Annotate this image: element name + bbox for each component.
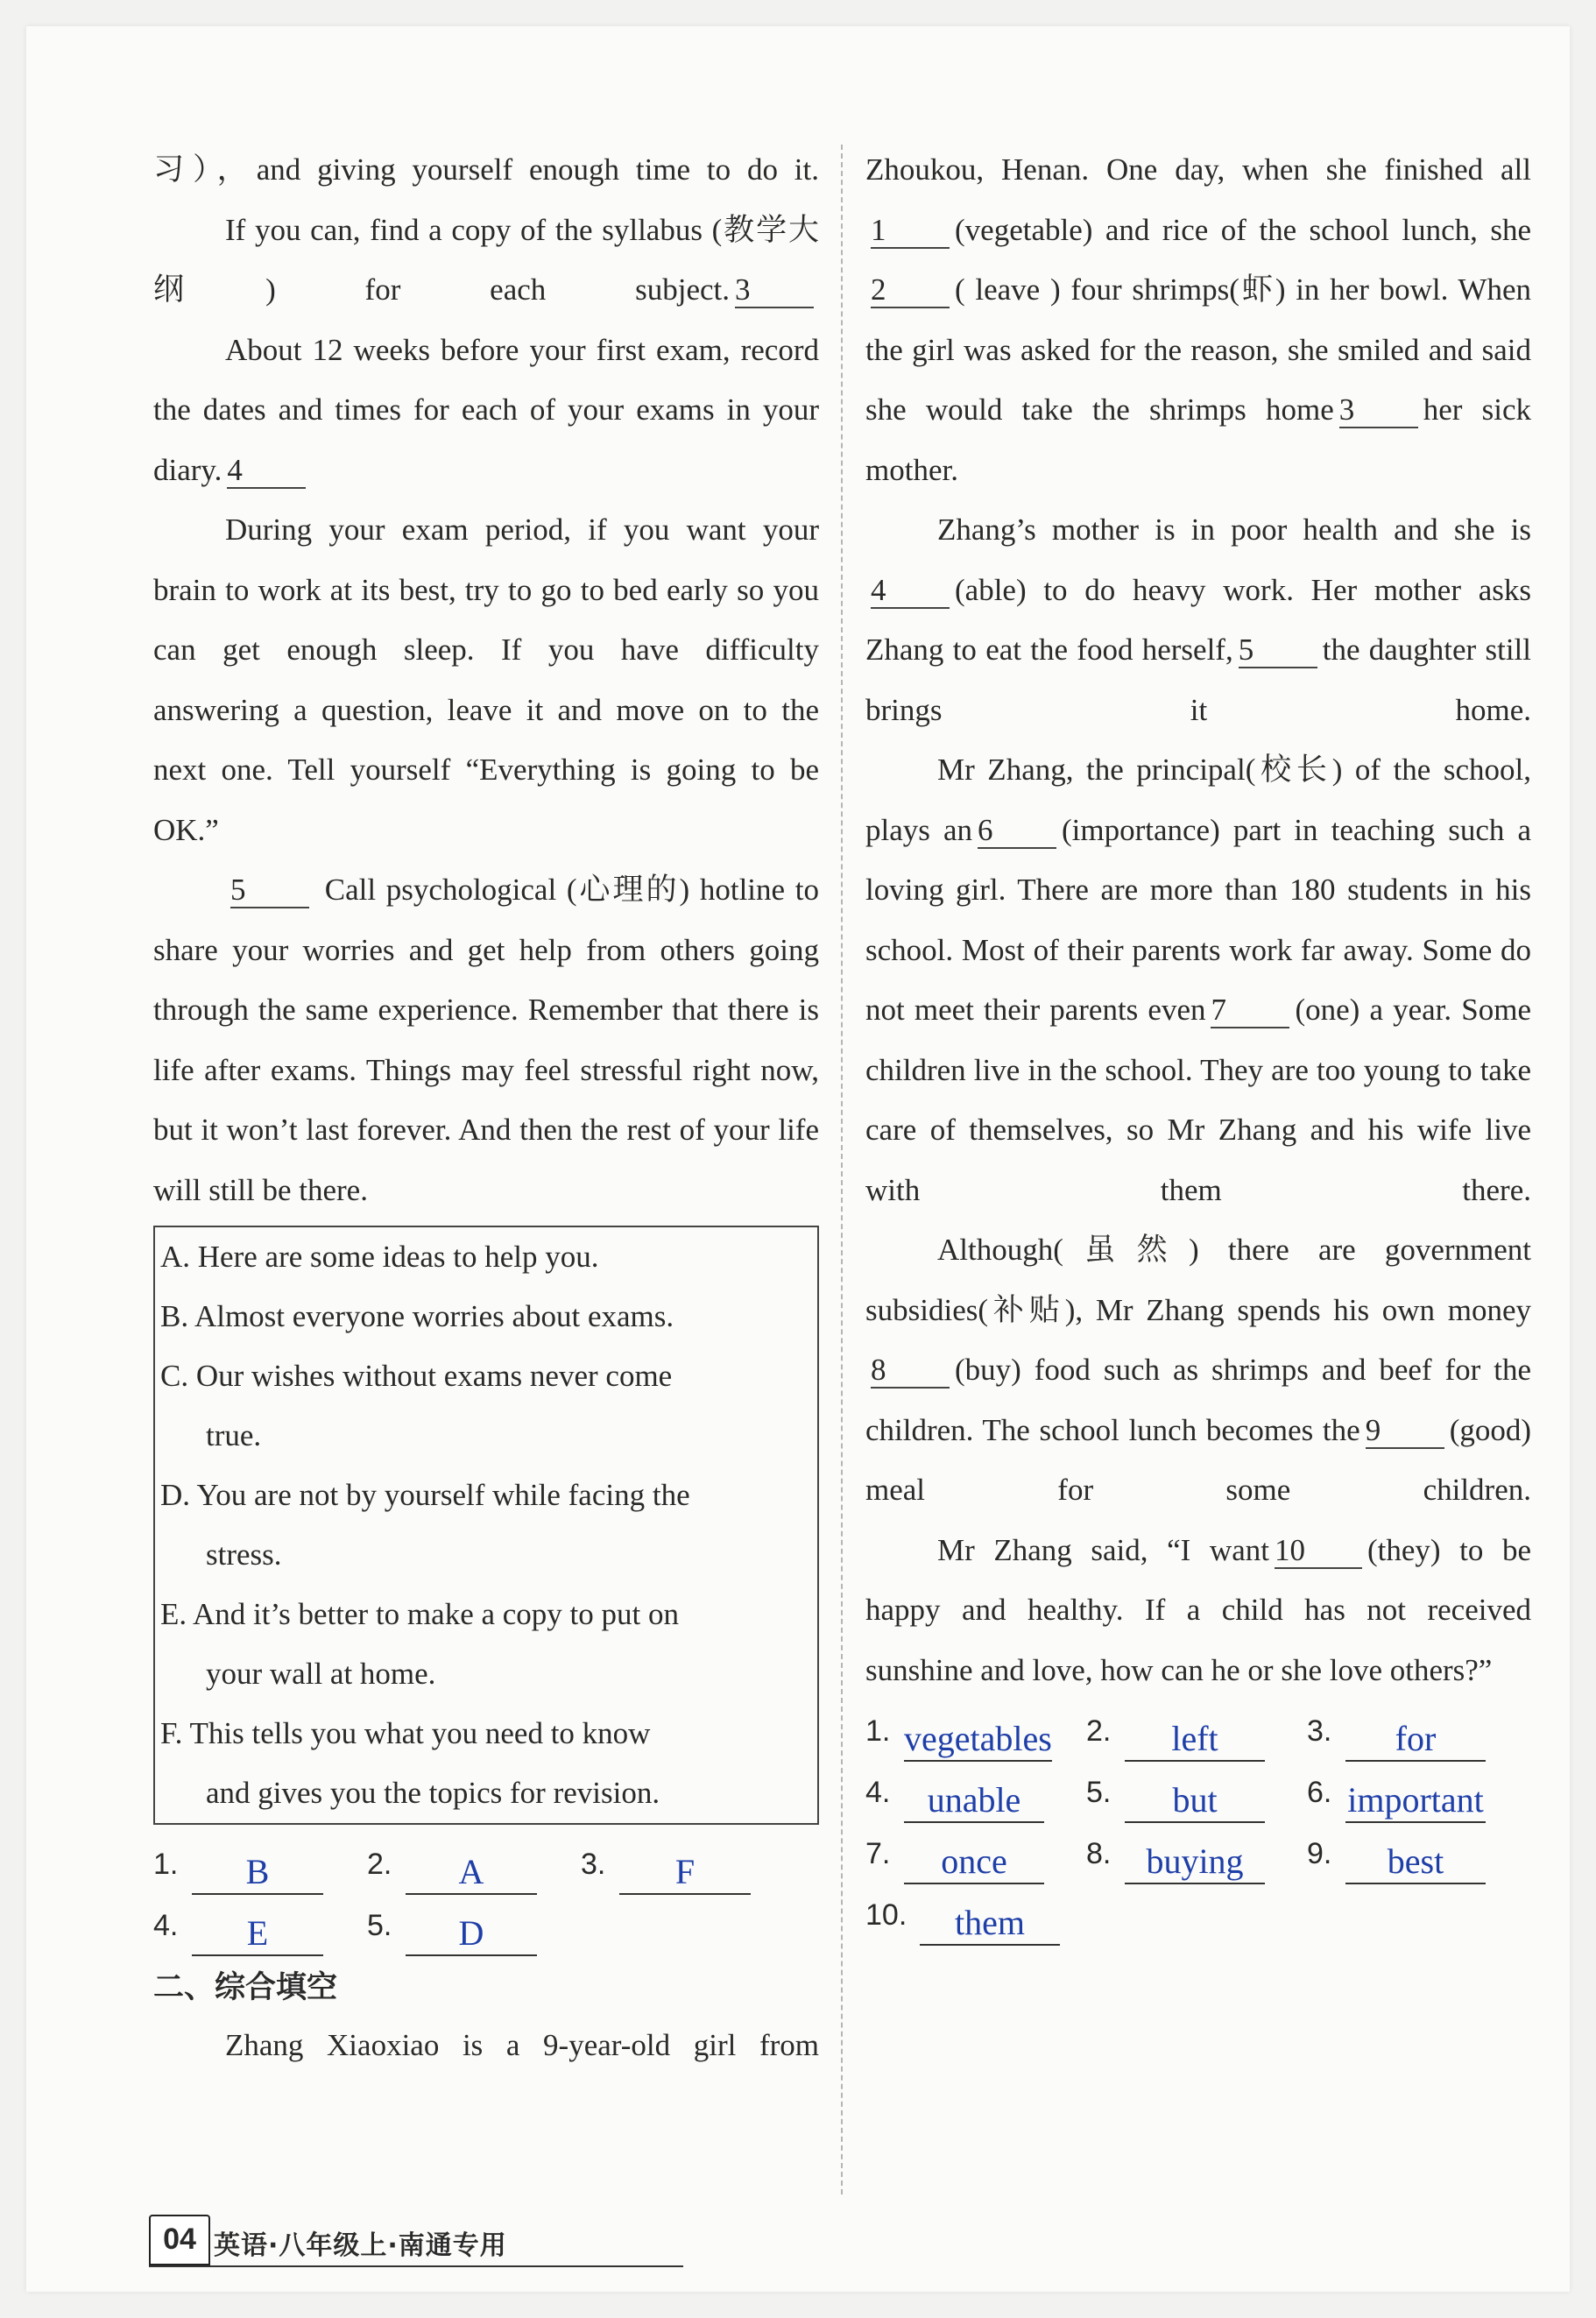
option-f-cont: and gives you the topics for revision. (206, 1776, 660, 1810)
blank-r6: 6 (978, 814, 1056, 849)
paragraph-shrimps: Zhoukou, Henan. One day, when she finished all1 (vegetable) and rice of the school lunch, she2 ( leave ) four shrimps(虾) in her bowl. When the girl was asked for the reason, she smiled and said she would take the shrimps home 3 her sick mother. (865, 152, 1532, 487)
paragraph-diary: About 12 weeks before your first exam, record the dates and times for each of your exams in your diary. 4 (153, 332, 819, 487)
answer-5: 5. D (367, 1895, 581, 1956)
blank-r8: 8 (871, 1353, 950, 1389)
book-title: 英语·八年级上·南通专用 (214, 2230, 507, 2261)
workbook-page (26, 26, 1570, 2292)
option-c: C. Our wishes without exams never come (160, 1359, 673, 1393)
section-title: 二、综合填空 (153, 1970, 338, 2005)
option-b: B. Almost everyone worries about exams. (160, 1299, 674, 1333)
paragraph-exam-period: During your exam period, if you want your brain to work at its best, try to go to bed early so you can get enough sleep. If you have difficulty answering a question, leave it and move on to the next one. Tell yourself “Everything is going to be OK.” (153, 512, 819, 847)
blank-r9: 9 (1366, 1414, 1444, 1449)
page-number: 04 (149, 2215, 210, 2265)
options-box (153, 1226, 819, 1825)
answer-r8: 8. buying (1086, 1823, 1307, 1884)
answer-4: 4. E (153, 1895, 367, 1956)
left-column (153, 140, 819, 2076)
answer-r6: 6. important (1307, 1762, 1528, 1823)
option-d: D. You are not by yourself while facing the (160, 1478, 690, 1512)
blank-r2: 2 (871, 273, 950, 308)
blank-5: 5 (230, 873, 309, 908)
paragraph-quote: Mr Zhang said, “I want 10 (they) to be happy and healthy. If a child has not received sunshine and love, how can he or she love others?” (865, 1532, 1532, 1687)
paragraph-continued: 习），and giving yourself enough time to do it. (153, 152, 819, 187)
paragraph-subsidies: Although(虽然) there are government subsidies(补贴), Mr Zhang spends his own money8 (buy) food such as shrimps and beef for the children. The school lunch becomes the 9 (good) meal for some children. (865, 1233, 1531, 1507)
option-e: E. And it’s better to make a copy to put on (160, 1597, 679, 1631)
blank-r1: 1 (871, 214, 950, 249)
blank-3: 3 (735, 273, 814, 308)
option-e-cont: your wall at home. (206, 1657, 436, 1691)
answer-3: 3. F (581, 1834, 794, 1895)
right-column (865, 140, 1531, 1946)
blank-r5: 5 (1239, 633, 1317, 668)
answer-r1: 1. vegetables (865, 1700, 1086, 1762)
option-d-cont: stress. (206, 1537, 282, 1572)
page-footer (149, 2216, 683, 2267)
answer-2: 2. A (367, 1834, 581, 1895)
answer-r2: 2. left (1086, 1700, 1307, 1762)
answer-r3: 3. for (1307, 1700, 1528, 1762)
option-c-cont: true. (206, 1418, 262, 1452)
answer-r4: 4. unable (865, 1762, 1086, 1823)
blank-r7: 7 (1211, 993, 1289, 1028)
column-divider (841, 145, 843, 2194)
left-answers (153, 1834, 819, 1956)
answer-r7: 7. once (865, 1823, 1086, 1884)
option-a: A. Here are some ideas to help you. (160, 1240, 599, 1274)
paragraph-syllabus: If you can, find a copy of the syllabus (教学大纲) for each subject. 3 (153, 212, 819, 307)
paragraph-mother: Zhang’s mother is in poor health and she is4 (able) to do heavy work. Her mother asks Zhang to eat the food herself, 5 the daughter still brings it home. (865, 512, 1531, 727)
blank-4: 4 (227, 454, 306, 489)
blank-r3: 3 (1339, 393, 1418, 428)
paragraph-hotline: 5 Call psychological (心理的) hotline to share your worries and get help from others going through the same experience. Remember that there is life after exams. Things may feel stressful right now, but it won’t last forever. And then the rest of your life will still be there. (153, 873, 820, 1207)
paragraph-principal: Mr Zhang, the principal(校长) of the school, plays an 6 (importance) part in teaching such a loving girl. There are more than 180 students in his school. Most of their parents work far away. Some do not meet their parents even 7 (one) a year. Some children live in the school. They are too young to take care of themselves, so Mr Zhang and his wife live with them there. (865, 753, 1532, 1207)
right-answers (865, 1700, 1531, 1946)
answer-r5: 5. but (1086, 1762, 1307, 1823)
answer-r9: 9. best (1307, 1823, 1528, 1884)
blank-r10: 10 (1275, 1534, 1362, 1569)
answer-r10: 10. them (865, 1884, 1086, 1946)
answer-1: 1. B (153, 1834, 367, 1895)
option-f: F. This tells you what you need to know (160, 1716, 651, 1750)
paragraph-zhang-intro: Zhang Xiaoxiao is a 9-year-old girl from (225, 2028, 819, 2062)
blank-r4: 4 (871, 574, 950, 609)
